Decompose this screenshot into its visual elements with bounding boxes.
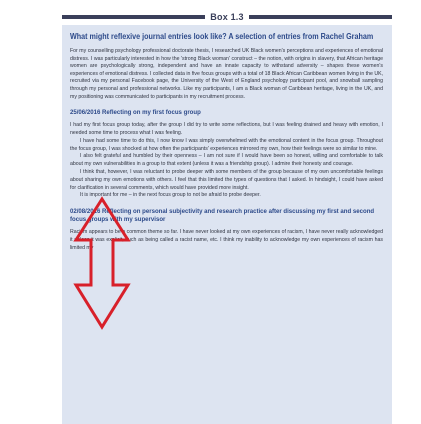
- intro-paragraph: For my counselling psychology professional doctorate thesis, I researched UK Black women's perceptions and experiences of emotional distress. I was particularly interested in how the 'strong Black woman' construct – the notion, with origins in slavery, that African heritage women are psychologically strong, independent and have an innate capacity to withstand adversity – shapes these women's experiences of emotional distress. I collected data in five focus groups with a total of 18 Black African Caribbean women living in the UK, recruited via my personal Facebook page, the University of the West of England psychology participant pool, and snowball sampling through my personal and professional networks. Like my participants, I am a Black woman of Caribbean heritage, living in the UK, and my positioning was communicated to participants in my recruitment process.: [70, 48, 383, 100]
- entry-1-paragraph: I also felt grateful and humbled by their openness – I am not sure if I would have been so honest, willing and comfortable to talk about my own vulnerabilities in a group to that extent (unless it was a friendship group). I admire their honesty and courage.: [70, 153, 383, 168]
- box-rule-left: [62, 15, 205, 19]
- entry-1-paragraph: I have had some time to do this, I now know I was simply overwhelmed with the emotional content in the focus group. Throughout the focus group, I was shocked at how often the participants' experiences mirrored my own, how their feelings were so similar to mine.: [70, 137, 383, 152]
- box-rule-right: [249, 15, 392, 19]
- box-content: [70, 32, 383, 253]
- entry-2-body: [70, 229, 383, 252]
- entry-2-heading: 02/08/2016 Reflecting on personal subjectivity and research practice after discussing my first and second focus groups with my supervisor: [70, 208, 375, 224]
- entry-1-heading: 25/06/2016 Reflecting on my first focus group: [70, 109, 201, 117]
- box-title: What might reflexive journal entries look like? A selection of entries from Rachel Graham: [70, 32, 374, 41]
- entry-1-paragraph: It is important for me – in the next focus group to not be afraid to probe deeper.: [80, 192, 261, 199]
- entry-1-paragraph: I had my first focus group today, after the group I did try to write some reflections, but I was feeling drained and heavy with emotion, I needed some time to process what I was feeling.: [70, 122, 383, 136]
- entry-1-body: [70, 122, 383, 200]
- entry-2-paragraph: Racism appears to be a common theme so far. I have never looked at my own experiences of racism, I have never really acknowledged it unless it was explicit, such as being called a racist name, etc. I think my inability to acknowledge my own experiences of racism has limited my: [70, 229, 383, 251]
- box-header: [62, 11, 392, 23]
- entry-1-paragraph: I think that, however, I was reluctant to probe deeper with some members of the group because of my own uncomfortable feelings about sharing my own emotions with others. I feel that this limited the types of questions that I asked. In hindsight, I could have asked for clarification in several comments, which would have provided more insight.: [70, 168, 383, 191]
- box-label: Box 1.3: [210, 12, 244, 22]
